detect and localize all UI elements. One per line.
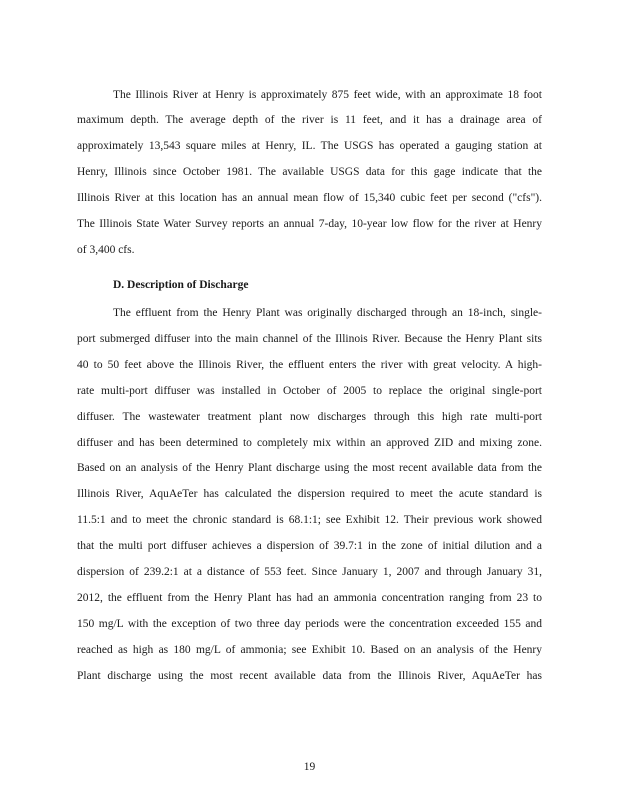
paragraph-2-line-10: that the multi port diffuser achieves a dispersion of 39.7:1 in the zone of initial dilution and a	[77, 540, 542, 552]
paragraph-1-line-7: of 3,400 cfs.	[77, 244, 135, 256]
paragraph-2-line-4: rate multi-port diffuser was installed in October of 2005 to replace the original single-port	[77, 385, 542, 397]
paragraph-2-line-13: 150 mg/L with the exception of two three day periods were the concentration exceeded 155 and	[77, 618, 542, 630]
paragraph-1-line-1: The Illinois River at Henry is approximately 875 feet wide, with an approximate 18 foot	[113, 89, 542, 101]
paragraph-2-line-2: port submerged diffuser into the main channel of the Illinois River. Because the Henry Plant sits	[77, 333, 542, 345]
paragraph-2-line-9: 11.5:1 and to meet the chronic standard is 68.1:1; see Exhibit 12. Their previous work showed	[77, 514, 542, 526]
section-heading: D. Description of Discharge	[113, 279, 249, 291]
paragraph-2-line-8: Illinois River, AquAeTer has calculated the dispersion required to meet the acute standard is	[77, 488, 542, 500]
paragraph-1-line-3: approximately 13,543 square miles at Henry, IL. The USGS has operated a gauging station at	[77, 140, 542, 152]
paragraph-2-line-3: 40 to 50 feet above the Illinois River, the effluent enters the river with great velocity. A high-	[77, 359, 542, 371]
paragraph-2-line-5: diffuser. The wastewater treatment plant now discharges through this high rate multi-port	[77, 411, 542, 423]
paragraph-1-line-6: The Illinois State Water Survey reports an annual 7-day, 10-year low flow for the river at Henry	[77, 218, 542, 230]
page-number: 19	[303, 761, 316, 773]
paragraph-2-line-14: reached as high as 180 mg/L of ammonia; see Exhibit 10. Based on an analysis of the Henry	[77, 644, 542, 656]
paragraph-2-line-15: Plant discharge using the most recent available data from the Illinois River, AquAeTer has	[77, 670, 542, 682]
paragraph-2-line-6: diffuser and has been determined to completely mix within an approved ZID and mixing zone.	[77, 437, 542, 449]
paragraph-1-line-2: maximum depth. The average depth of the river is 11 feet, and it has a drainage area of	[77, 114, 542, 126]
paragraph-2-line-7: Based on an analysis of the Henry Plant discharge using the most recent available data from the	[77, 462, 542, 474]
paragraph-1-line-4: Henry, Illinois since October 1981. The available USGS data for this gage indicate that the	[77, 166, 542, 178]
paragraph-2-line-12: 2012, the effluent from the Henry Plant has had an ammonia concentration ranging from 23 to	[77, 592, 542, 604]
paragraph-2-line-11: dispersion of 239.2:1 at a distance of 553 feet. Since January 1, 2007 and through January 31,	[77, 566, 542, 578]
paragraph-1-line-5: Illinois River at this location has an annual mean flow of 15,340 cubic feet per second ("cfs").	[77, 192, 542, 204]
paragraph-2-line-1: The effluent from the Henry Plant was originally discharged through an 18-inch, single-	[113, 307, 542, 319]
